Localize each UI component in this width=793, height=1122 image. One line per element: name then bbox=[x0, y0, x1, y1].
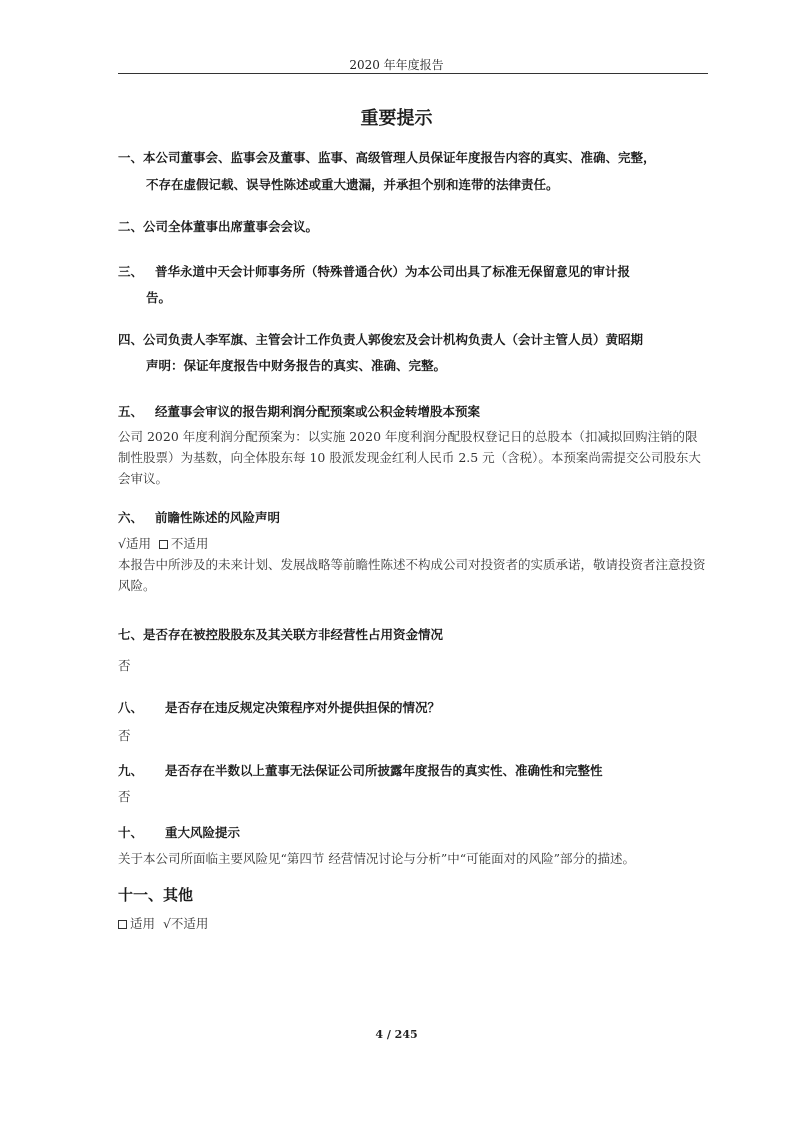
section-1-continued: 不存在虚假记载、误导性陈述或重大遗漏，并承担个别和连带的法律责任。 bbox=[146, 177, 559, 192]
applicable-label: 适用 bbox=[130, 916, 156, 931]
section-number: 三、 bbox=[118, 264, 144, 279]
section-10-body: 关于本公司所面临主要风险见“第四节 经营情况讨论与分析”中“可能面对的风险”部分的描述。 bbox=[118, 851, 636, 866]
section-2 bbox=[118, 217, 318, 235]
section-5-heading bbox=[118, 402, 480, 420]
section-5-body: 公司 2020 年度利润分配预案为：以实施 2020 年度利润分配股权登记日的总股本（扣减拟回购注销的限制性股票）为基数，向全体股东每 10 股派发现金红利人民币 2.5 元（含税）。本预案尚需提交公司股东大会审议。 bbox=[118, 429, 701, 486]
section-number: 十一、 bbox=[118, 886, 164, 904]
section-number: 二、 bbox=[118, 219, 144, 234]
section-number: 一、 bbox=[118, 150, 144, 165]
section-10-heading bbox=[118, 823, 240, 841]
section-11-heading bbox=[118, 884, 193, 905]
section-text: 公司负责人李军旗、主管会计工作负责人郭俊宏及会计机构负责人（会计主管人员）黄昭期 bbox=[143, 332, 644, 347]
section-text: 普华永道中天会计师事务所（特殊普通合伙）为本公司出具了标准无保留意见的审计报 bbox=[155, 264, 631, 279]
section-7-answer: 否 bbox=[118, 658, 131, 673]
not-applicable-checked: √不适用 bbox=[162, 916, 209, 931]
header-divider bbox=[118, 73, 708, 74]
section-6-body: 本报告中所涉及的未来计划、发展战略等前瞻性陈述不构成公司对投资者的实质承诺，敬请投资者注意投资风险。 bbox=[118, 557, 706, 593]
applicable-checked: √适用 bbox=[118, 536, 151, 551]
section-text: 其他 bbox=[163, 886, 194, 904]
section-number: 八、 bbox=[118, 700, 144, 715]
section-text: 本公司董事会、监事会及董事、监事、高级管理人员保证年度报告内容的真实、准确、完整， bbox=[143, 150, 656, 165]
section-text: 是否存在半数以上董事无法保证公司所披露年度报告的真实性、准确性和完整性 bbox=[165, 763, 603, 778]
section-4-continued: 声明：保证年度报告中财务报告的真实、准确、完整。 bbox=[146, 358, 447, 373]
section-11-options bbox=[118, 914, 208, 932]
section-6-heading bbox=[118, 508, 280, 526]
section-number: 九、 bbox=[118, 763, 144, 778]
page-header: 2020 年年度报告 bbox=[349, 58, 444, 72]
section-text: 公司全体董事出席董事会会议。 bbox=[143, 219, 319, 234]
section-9-answer: 否 bbox=[118, 789, 131, 804]
checkbox-empty-icon bbox=[118, 920, 127, 929]
section-4 bbox=[118, 330, 643, 348]
section-3-continued: 告。 bbox=[146, 290, 172, 305]
page-title: 重要提示 bbox=[360, 108, 433, 129]
section-number: 五、 bbox=[118, 404, 144, 419]
not-applicable-label: 不适用 bbox=[170, 536, 209, 551]
checkbox-empty-icon bbox=[159, 540, 168, 549]
section-6-options bbox=[118, 534, 208, 552]
section-number: 十、 bbox=[118, 825, 144, 840]
section-1 bbox=[118, 148, 656, 166]
page-number: 4 / 245 bbox=[375, 1028, 418, 1041]
section-text: 前瞻性陈述的风险声明 bbox=[155, 510, 281, 525]
section-text: 重大风险提示 bbox=[165, 825, 241, 840]
section-number: 六、 bbox=[118, 510, 144, 525]
section-number: 四、 bbox=[118, 332, 144, 347]
section-7-heading bbox=[118, 625, 443, 643]
section-text: 是否存在被控股股东及其关联方非经营性占用资金情况 bbox=[143, 627, 444, 642]
section-text: 经董事会审议的报告期利润分配预案或公积金转增股本预案 bbox=[155, 404, 481, 419]
section-9-heading bbox=[118, 761, 603, 779]
section-8-heading bbox=[118, 698, 440, 716]
section-3 bbox=[118, 262, 630, 280]
section-number: 七、 bbox=[118, 627, 144, 642]
section-8-answer: 否 bbox=[118, 728, 131, 743]
section-text: 是否存在违反规定决策程序对外提供担保的情况？ bbox=[165, 700, 441, 715]
